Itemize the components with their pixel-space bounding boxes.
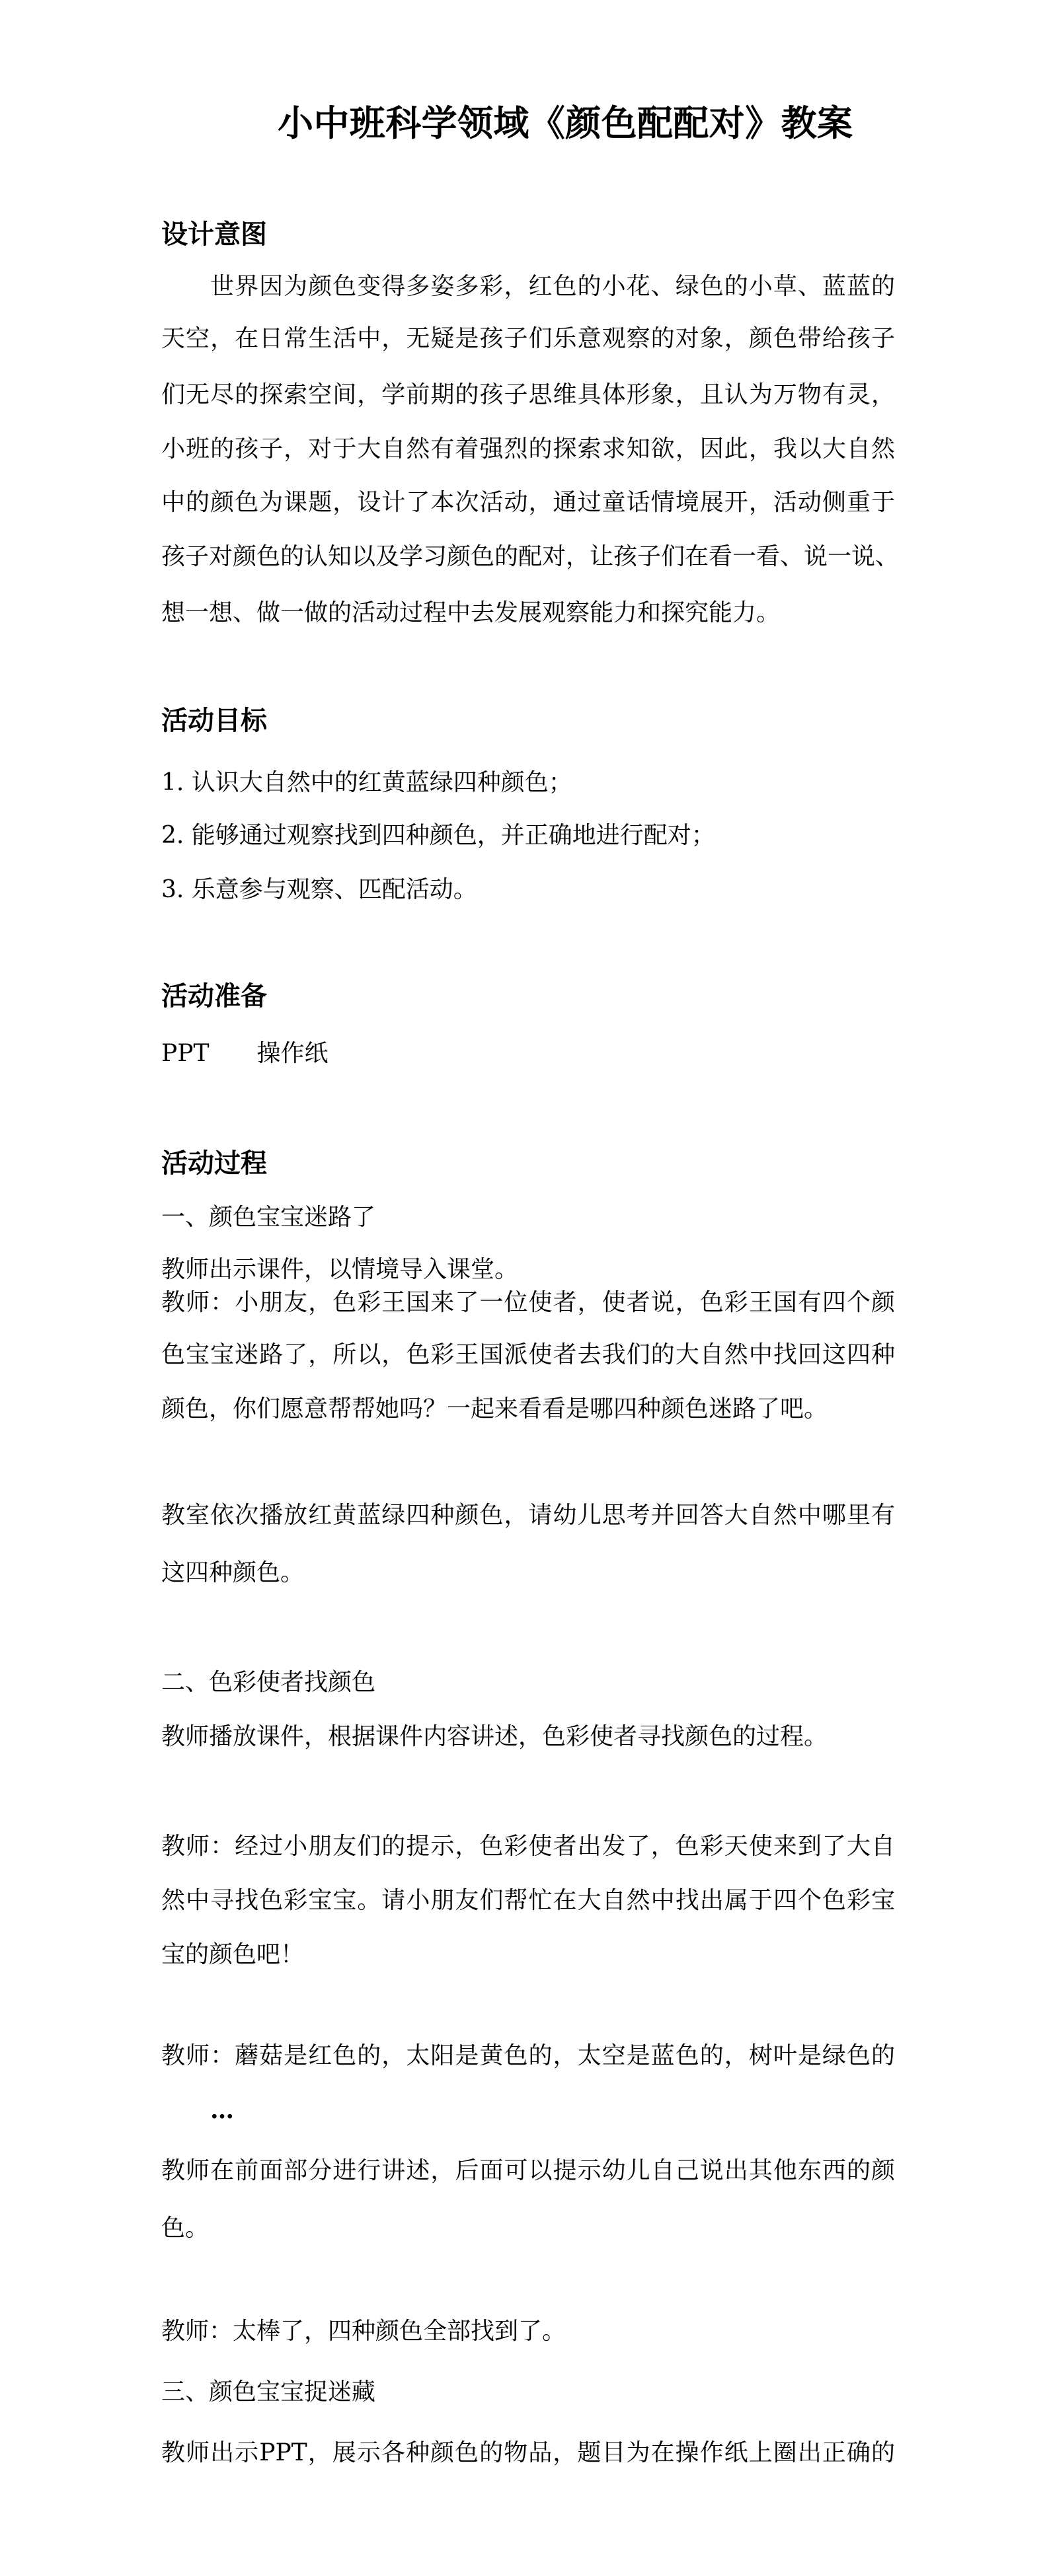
paragraph-line: 想一想、做一做的活动过程中去发展观察能力和探究能力。 (161, 599, 781, 626)
process-line: … (210, 2096, 234, 2124)
process-line: 宝的颜色吧！ (161, 1941, 305, 1968)
process-line: 颜色，你们愿意帮帮她吗？一起来看看是哪四种颜色迷路了吧。 (161, 1395, 828, 1422)
section-heading-process: 活动过程 (161, 1148, 267, 1179)
step-heading: 二、色彩使者找颜色 (161, 1669, 376, 1696)
process-line: 教师：蘑菇是红色的，太阳是黄色的，太空是蓝色的，树叶是绿色的 (161, 2042, 895, 2069)
process-line: 然中寻找色彩宝宝。请小朋友们帮忙在大自然中找出属于四个色彩宝 (161, 1887, 895, 1914)
step-heading: 三、颜色宝宝捉迷藏 (161, 2378, 376, 2406)
process-line: 色宝宝迷路了，所以，色彩王国派使者去我们的大自然中找回这四种 (161, 1341, 895, 1368)
document-title: 小中班科学领域《颜色配配对》教案 (278, 102, 853, 144)
process-line: 教师播放课件，根据课件内容讲述，色彩使者寻找颜色的过程。 (161, 1723, 828, 1750)
paragraph-line: 世界因为颜色变得多姿多彩，红色的小花、绿色的小草、蓝蓝的 (210, 273, 895, 300)
section-heading-design: 设计意图 (161, 219, 267, 250)
paragraph-line: 中的颜色为课题，设计了本次活动，通过童话情境展开，活动侧重于 (161, 489, 895, 516)
section-heading-prep: 活动准备 (161, 980, 267, 1012)
process-line: 教师在前面部分进行讲述，后面可以提示幼儿自己说出其他东西的颜 (161, 2157, 895, 2184)
process-line: 这四种颜色。 (161, 1559, 305, 1586)
paragraph-line: 们无尽的探索空间，学前期的孩子思维具体形象，且认为万物有灵， (161, 381, 895, 408)
prep-materials: PPT 操作纸 (161, 1040, 329, 1067)
process-line: 教师：经过小朋友们的提示，色彩使者出发了，色彩天使来到了大自 (161, 1833, 895, 1860)
process-line: 教室依次播放红黄蓝绿四种颜色，请幼儿思考并回答大自然中哪里有 (161, 1502, 895, 1529)
goal-item: 2. 能够通过观察找到四种颜色，并正确地进行配对； (161, 822, 715, 849)
paragraph-line: 孩子对颜色的认知以及学习颜色的配对，让孩子们在看一看、说一说、 (161, 543, 900, 570)
section-heading-goals: 活动目标 (161, 705, 267, 736)
goal-item: 3. 乐意参与观察、匹配活动。 (161, 876, 477, 903)
process-line: 教师：小朋友，色彩王国来了一位使者，使者说，色彩王国有四个颜 (161, 1289, 895, 1316)
process-line: 色。 (161, 2215, 210, 2242)
process-line: 教师出示课件，以情境导入课堂。 (161, 1256, 519, 1283)
process-line: 教师：太棒了，四种颜色全部找到了。 (161, 2318, 566, 2345)
process-line: 教师出示PPT，展示各种颜色的物品，题目为在操作纸上圈出正确的 (161, 2439, 895, 2466)
goal-item: 1. 认识大自然中的红黄蓝绿四种颜色； (161, 769, 572, 796)
step-heading: 一、颜色宝宝迷路了 (161, 1204, 376, 1231)
paragraph-line: 小班的孩子，对于大自然有着强烈的探索求知欲，因此，我以大自然 (161, 435, 895, 462)
paragraph-line: 天空，在日常生活中，无疑是孩子们乐意观察的对象，颜色带给孩子 (161, 325, 895, 352)
